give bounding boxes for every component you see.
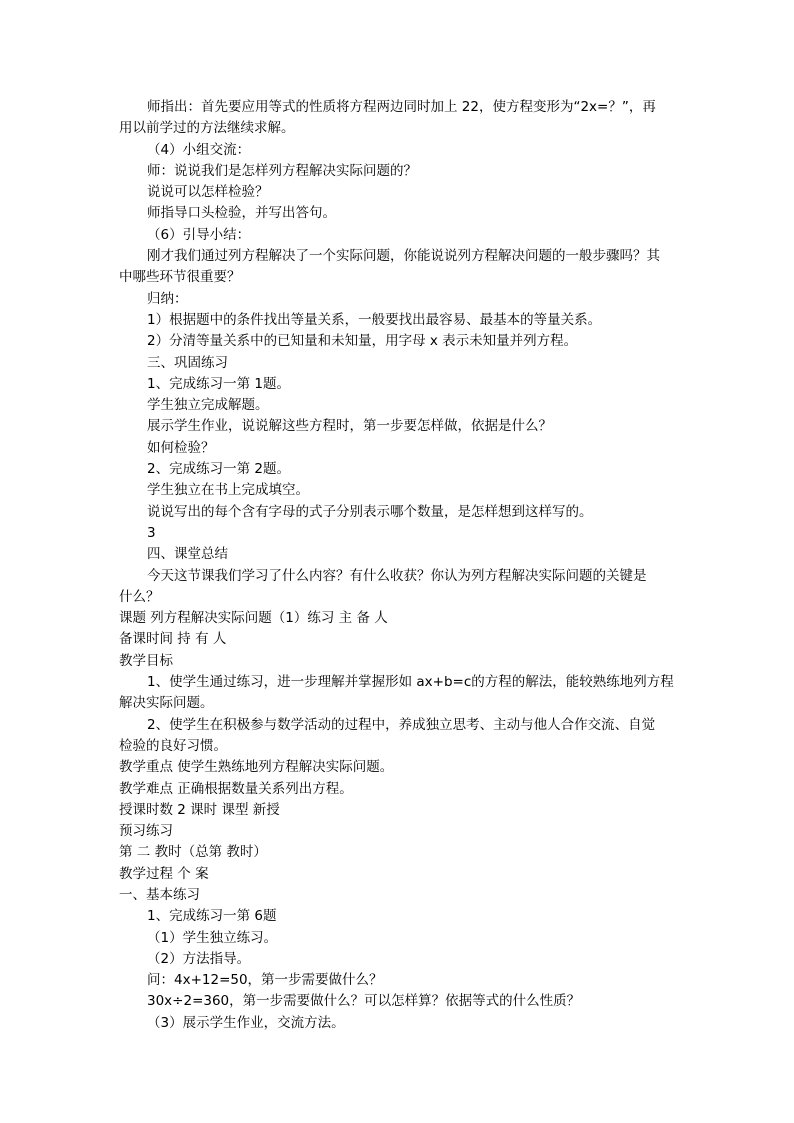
- text-line: 展示学生作业，说说解这些方程时，第一步要怎样做，依据是什么？: [147, 418, 552, 435]
- text-line: （1）学生独立练习。: [147, 929, 278, 946]
- text-line: 课题 列方程解决实际问题（1）练习 主 备 人: [119, 610, 388, 627]
- text-line: 学生独立完成解题。: [147, 397, 269, 414]
- text-line: 1、完成练习一第 1题。: [147, 375, 290, 392]
- text-line: 1、使学生通过练习，进一步理解并掌握形如 ax+b=c的方程的解法，能较熟练地列方程: [147, 674, 674, 691]
- text-line: 教学过程 个 案: [119, 865, 209, 882]
- text-line: 学生独立在书上完成填空。: [147, 482, 309, 499]
- text-line: （2）方法指导。: [147, 950, 251, 967]
- text-line: （6）引导小结：: [147, 226, 251, 243]
- text-line: 教学重点 使学生熟练地列方程解决实际问题。: [119, 759, 394, 776]
- text-line: 备课时间 持 有 人: [119, 631, 227, 648]
- text-line: （3）展示学生作业，交流方法。: [147, 1014, 345, 1031]
- text-line: 中哪些环节很重要？: [119, 269, 241, 286]
- text-line: （4）小组交流：: [147, 141, 251, 158]
- text-line: 归纳：: [147, 290, 188, 307]
- text-line: 2、完成练习一第 2题。: [147, 461, 290, 478]
- text-line: 用以前学过的方法继续求解。: [119, 120, 295, 137]
- text-line: 检验的良好习惯。: [119, 737, 227, 754]
- text-line: 1、完成练习一第 6题: [147, 908, 277, 925]
- text-line: 教学目标: [119, 652, 173, 669]
- text-line: 说说可以怎样检验？: [147, 184, 269, 201]
- text-line: 问：4x+12=50，第一步需要做什么？: [147, 972, 383, 989]
- text-line: 教学难点 正确根据数量关系列出方程。: [119, 780, 353, 797]
- text-line: 说说写出的每个含有字母的式子分别表示哪个数量，是怎样想到这样写的。: [147, 503, 593, 520]
- text-line: 刚才我们通过列方程解决了一个实际问题，你能说说列方程解决问题的一般步骤吗？其: [147, 248, 660, 265]
- text-line: 师：说说我们是怎样列方程解决实际问题的？: [147, 162, 417, 179]
- text-line: 30x÷2=360，第一步需要做什么？可以怎样算？依据等式的什么性质？: [147, 993, 581, 1010]
- text-line: 授课时数 2 课时 课型 新授: [119, 801, 280, 818]
- text-line: 第 二 教时（总第 教时）: [119, 844, 267, 861]
- text-line: 预习练习: [119, 823, 173, 840]
- text-line: 1）根据题中的条件找出等量关系，一般要找出最容易、最基本的等量关系。: [147, 311, 602, 328]
- text-line: 今天这节课我们学习了什么内容？有什么收获？你认为列方程解决实际问题的关键是: [147, 567, 647, 584]
- text-line: 2）分清等量关系中的已知量和未知量，用字母 x 表示未知量并列方程。: [147, 333, 578, 350]
- text-line: 四、课堂总结: [147, 546, 228, 563]
- text-line: 解决实际问题。: [119, 695, 214, 712]
- text-line: 如何检验？: [147, 439, 215, 456]
- text-line: 一、基本练习: [119, 886, 200, 903]
- document-body: [119, 97, 679, 1034]
- text-line: 三、巩固练习: [147, 354, 228, 371]
- text-line: 3: [147, 524, 156, 541]
- text-line: 师指出：首先要应用等式的性质将方程两边同时加上 22，使方程变形为“2x=？”，再: [147, 99, 656, 115]
- text-line: 师指导口头检验，并写出答句。: [147, 205, 336, 222]
- text-line: 什么？: [119, 588, 160, 605]
- text-line: 2、使学生在积极参与数学活动的过程中，养成独立思考、主动与他人合作交流、自觉: [147, 716, 656, 733]
